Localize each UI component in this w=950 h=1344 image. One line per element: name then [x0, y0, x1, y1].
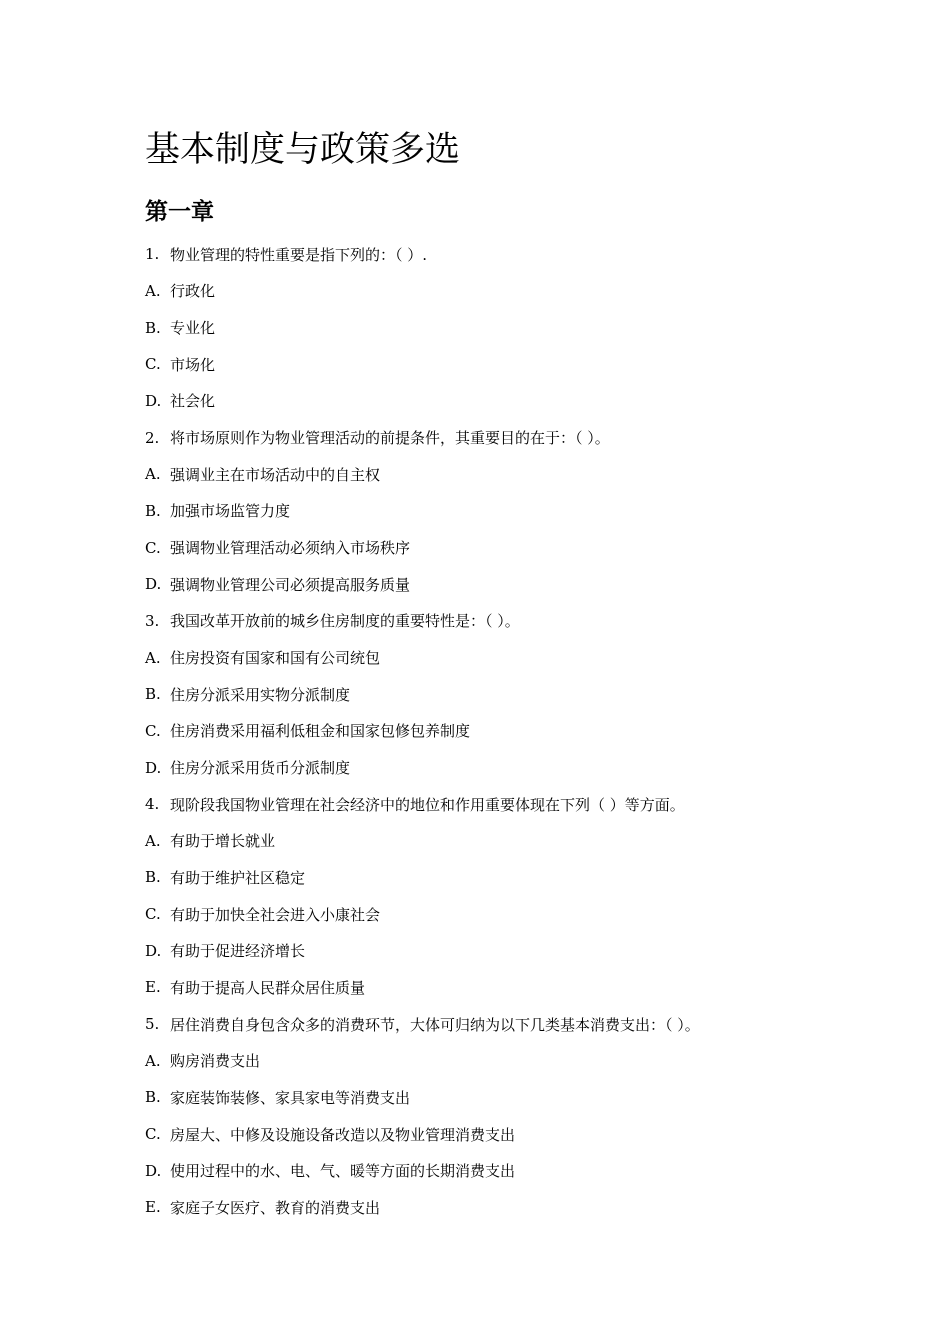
- option-item: [145, 383, 905, 420]
- option-label: A.: [145, 465, 161, 484]
- option-text: 家庭子女医疗、教育的消费支出: [170, 1198, 381, 1217]
- chapter-heading: 第一章: [145, 199, 214, 225]
- option-label: A.: [145, 281, 161, 300]
- option-text: 住房消费采用福利低租金和国家包修包养制度: [170, 722, 471, 741]
- document-title: 基本制度与政策多选: [145, 130, 461, 170]
- question-text: 物业管理的特性重要是指下列的：（ ）.: [170, 245, 428, 264]
- option-label: C.: [145, 1125, 161, 1144]
- option-text: 行政化: [170, 282, 216, 301]
- option-text: 有助于提高人民群众居住质量: [170, 978, 366, 997]
- option-text: 房屋大、中修及设施设备改造以及物业管理消费支出: [170, 1125, 516, 1144]
- option-label: E.: [145, 978, 161, 997]
- option-label: C.: [145, 721, 161, 740]
- option-label: B.: [145, 501, 161, 520]
- option-item: [145, 896, 905, 933]
- option-text: 住房分派采用货币分派制度: [170, 759, 351, 778]
- option-label: B.: [145, 318, 161, 337]
- question-number: 4.: [145, 795, 160, 814]
- option-item: [145, 456, 905, 493]
- option-text: 专业化: [170, 319, 216, 338]
- option-item: [145, 566, 905, 603]
- option-item: [145, 823, 905, 860]
- option-item: [145, 749, 905, 786]
- option-label: C.: [145, 905, 161, 924]
- question-number: 3.: [145, 611, 160, 630]
- question-4: [145, 786, 905, 823]
- option-label: D.: [145, 1161, 162, 1180]
- option-text: 强调物业管理活动必须纳入市场秩序: [170, 539, 411, 558]
- option-text: 有助于促进经济增长: [170, 942, 306, 961]
- option-text: 加强市场监管力度: [170, 502, 291, 521]
- option-label: C.: [145, 538, 161, 557]
- option-label: D.: [145, 941, 162, 960]
- option-text: 使用过程中的水、电、气、暖等方面的长期消费支出: [170, 1162, 516, 1181]
- question-number: 1.: [145, 245, 160, 264]
- question-number: 2.: [145, 428, 160, 447]
- option-item: [145, 1189, 905, 1226]
- option-item: [145, 493, 905, 530]
- option-label: E.: [145, 1198, 161, 1217]
- option-item: [145, 1079, 905, 1116]
- option-label: A.: [145, 1051, 161, 1070]
- option-item: [145, 273, 905, 310]
- option-item: [145, 1042, 905, 1079]
- option-text: 市场化: [170, 355, 216, 374]
- option-label: B.: [145, 868, 161, 887]
- question-text: 我国改革开放前的城乡住房制度的重要特性是：（ ）。: [170, 612, 520, 631]
- question-3: [145, 603, 905, 640]
- option-text: 有助于维护社区稳定: [170, 868, 306, 887]
- question-2: [145, 419, 905, 456]
- option-item: [145, 346, 905, 383]
- option-item: [145, 529, 905, 566]
- option-text: 住房投资有国家和国有公司统包: [170, 649, 381, 668]
- question-list: [145, 236, 905, 1226]
- option-label: B.: [145, 685, 161, 704]
- option-item: [145, 309, 905, 346]
- question-1: [145, 236, 905, 273]
- option-label: A.: [145, 648, 161, 667]
- option-item: [145, 969, 905, 1006]
- option-label: D.: [145, 758, 162, 777]
- question-number: 5.: [145, 1015, 160, 1034]
- option-text: 购房消费支出: [170, 1052, 261, 1071]
- question-text: 将市场原则作为物业管理活动的前提条件，其重要目的在于：（ ）。: [170, 429, 610, 448]
- option-item: [145, 932, 905, 969]
- option-item: [145, 713, 905, 750]
- option-label: C.: [145, 355, 161, 374]
- option-text: 强调物业管理公司必须提高服务质量: [170, 575, 411, 594]
- question-text: 现阶段我国物业管理在社会经济中的地位和作用重要体现在下列（ ）等方面。: [170, 795, 685, 814]
- option-text: 有助于加快全社会进入小康社会: [170, 905, 381, 924]
- option-text: 有助于增长就业: [170, 832, 276, 851]
- option-item: [145, 676, 905, 713]
- option-text: 住房分派采用实物分派制度: [170, 685, 351, 704]
- question-text: 居住消费自身包含众多的消费环节，大体可归纳为以下几类基本消费支出：（ ）。: [170, 1015, 700, 1034]
- option-label: D.: [145, 575, 162, 594]
- option-text: 家庭装饰装修、家具家电等消费支出: [170, 1088, 411, 1107]
- option-text: 强调业主在市场活动中的自主权: [170, 465, 381, 484]
- option-item: [145, 639, 905, 676]
- option-item: [145, 859, 905, 896]
- option-item: [145, 1116, 905, 1153]
- option-label: A.: [145, 831, 161, 850]
- option-item: [145, 1152, 905, 1189]
- question-5: [145, 1006, 905, 1043]
- option-text: 社会化: [170, 392, 216, 411]
- option-label: B.: [145, 1088, 161, 1107]
- option-label: D.: [145, 391, 162, 410]
